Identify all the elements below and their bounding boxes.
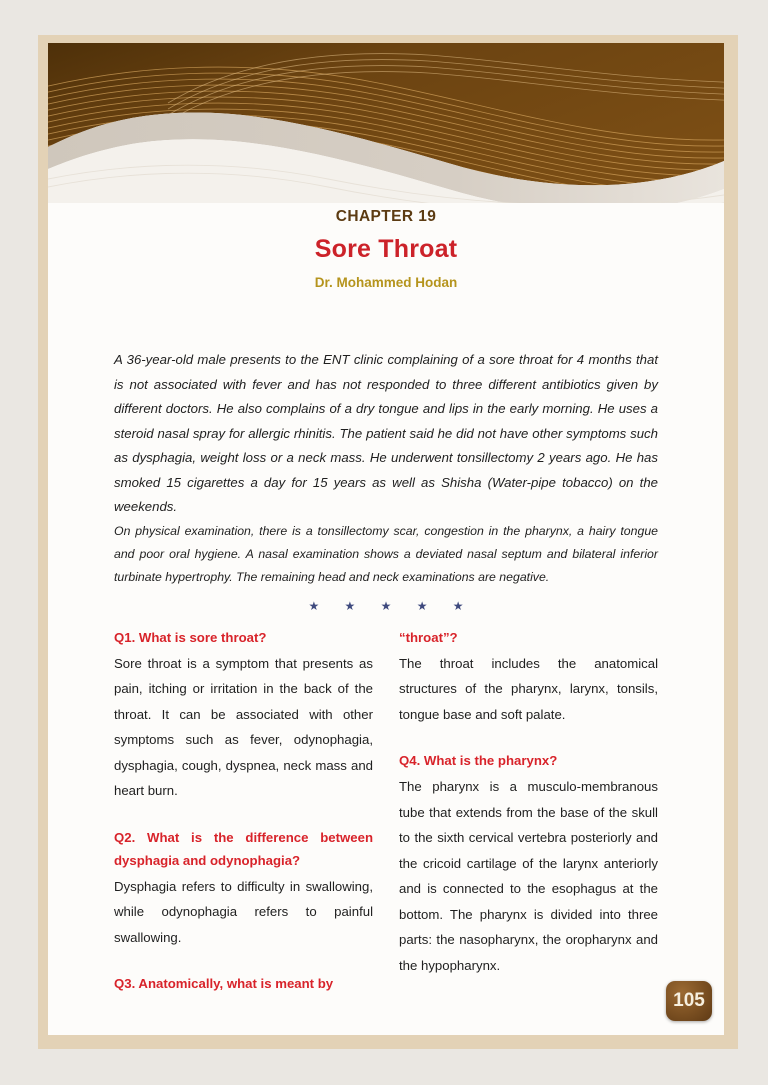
question-2-heading: Q2. What is the difference between dysphagia and odynophagia? xyxy=(114,829,373,868)
chapter-author: Dr. Mohammed Hodan xyxy=(314,275,458,290)
qa-column-left xyxy=(114,626,373,998)
question-2-answer: Dysphagia refers to difficulty in swallowing, while odynophagia refers to painful swallowing. xyxy=(114,878,373,945)
chapter-eyebrow: CHAPTER 19 xyxy=(335,208,437,225)
question-4-answer: The pharynx is a musculo-membranous tube that extends from the base of the skull to the sixth cervical vertebra posteriorly and the cricoid cartilage of the larynx anteriorly and is connected to the esophagus at the bottom. The pharynx is divided into three parts: the nasopharynx, the oropharynx and the hypopharynx. xyxy=(399,779,658,973)
question-3-heading-continued-right: “throat”? xyxy=(399,629,458,645)
page-number-badge: 105 xyxy=(666,981,712,1021)
question-answer-columns xyxy=(114,626,658,998)
page-content xyxy=(48,43,724,1035)
question-1-answer: Sore throat is a symptom that presents as pain, itching or irritation in the back of the throat. It can be associated with other symptoms such as fever, odynophagia, dysphagia, cough, dyspnea, neck mass and heart burn. xyxy=(114,655,373,798)
star-divider: ★ ★ ★ ★ ★ xyxy=(308,598,475,613)
question-3-answer: The throat includes the anatomical structures of the pharynx, larynx, tonsils, tongue base and soft palate. xyxy=(399,655,658,722)
page-sheet xyxy=(48,43,724,1035)
question-3-heading-continued-left: Q3. Anatomically, what is meant by xyxy=(114,976,334,991)
question-1-heading: Q1. What is sore throat? xyxy=(114,629,267,645)
case-vignette xyxy=(114,348,658,614)
question-4-heading: Q4. What is the pharynx? xyxy=(399,753,558,768)
qa-column-right xyxy=(399,626,658,998)
page-title: Sore Throat xyxy=(314,235,458,263)
page-frame xyxy=(38,35,738,1049)
case-examination-paragraph: On physical examination, there is a tonsillectomy scar, congestion in the pharynx, a hairy tongue and poor oral hygiene. A nasal examination shows a deviated nasal septum and bilateral inferior turbinate hypertrophy. The remaining head and neck examinations are negative. xyxy=(114,523,658,584)
case-history-paragraph: A 36-year-old male presents to the ENT clinic complaining of a sore throat for 4 months that is not associated with fever and has not responded to three different antibiotics given by different doctors. He also complains of a dry tongue and lips in the early morning. He uses a steroid nasal spray for allergic rhinitis. The patient said he did not have other symptoms such as dysphagia, weight loss or a neck mass. He underwent tonsillectomy 2 years ago. He has smoked 15 cigarettes a day for 15 years as well as Shisha (Water-pipe tobacco) on the weekends. xyxy=(114,352,658,514)
